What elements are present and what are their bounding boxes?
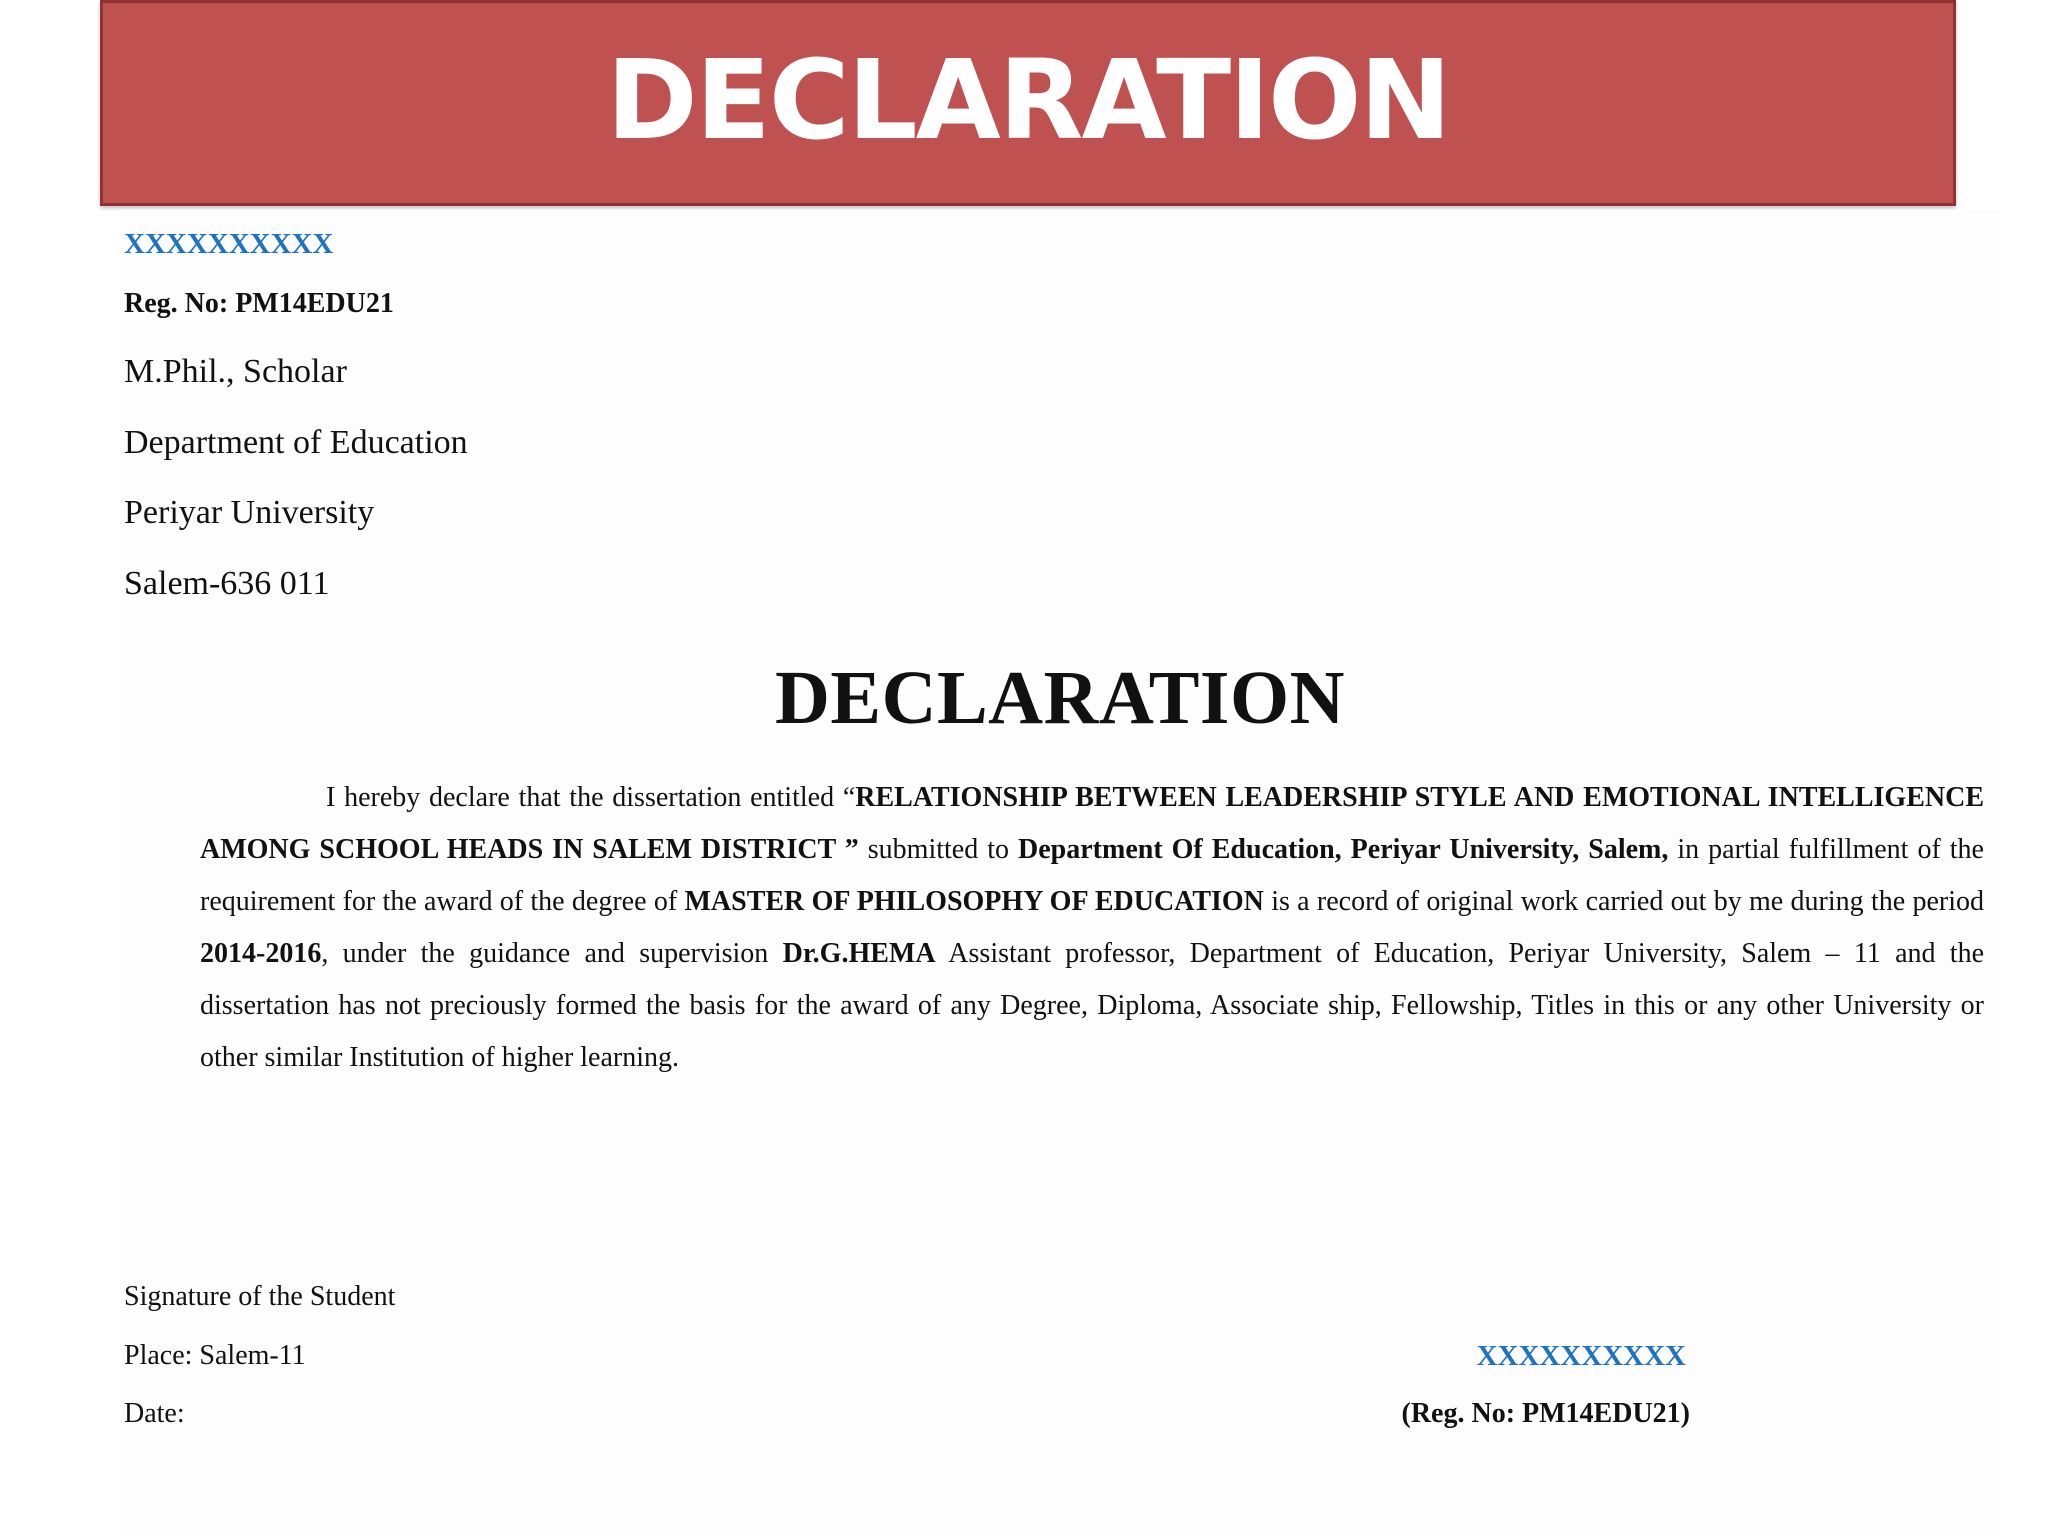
para-text-4: is a record of original work carried out by me during the period bbox=[1263, 886, 1985, 917]
date-line: Date: bbox=[124, 1398, 185, 1429]
para-text-5: , under the guidance and supervision bbox=[321, 938, 783, 969]
para-text-3: in partial fulfillment of the requirement for the award of the degree of bbox=[200, 834, 1984, 917]
address-line-degree: M.Phil., Scholar bbox=[124, 353, 347, 390]
address-line-university: Periyar University bbox=[124, 494, 375, 531]
para-text-6: Assistant professor, Department of Education, Periyar University, Salem – 11 and the dissertation has not preciously formed the basis for the award of any Degree, Diploma, Associate ship, Fellowship, Titles in this or any other University or other similar Institution of higher learning. bbox=[200, 938, 1984, 1073]
student-name: XXXXXXXXXX bbox=[124, 228, 334, 260]
signatory-name: XXXXXXXXXX bbox=[1476, 1340, 1686, 1372]
para-text-2: submitted to bbox=[858, 834, 1019, 865]
signatory-registration: (Reg. No: PM14EDU21) bbox=[1401, 1398, 1690, 1429]
quote-mark: “ bbox=[842, 782, 856, 813]
document-title: DECLARATION bbox=[775, 656, 1345, 740]
para-text-1: I hereby declare that the dissertation entitled bbox=[326, 782, 843, 813]
place-line: Place: Salem-11 bbox=[124, 1340, 306, 1371]
institution-name: Department Of Education, Periyar University, Salem, bbox=[1018, 834, 1669, 865]
registration-number: Reg. No: PM14EDU21 bbox=[124, 288, 394, 319]
guide-name: Dr.G.HEMA bbox=[782, 938, 936, 969]
degree-name: MASTER OF PHILOSOPHY OF EDUCATION bbox=[684, 886, 1264, 917]
title-banner bbox=[100, 0, 1956, 206]
address-line-department: Department of Education bbox=[124, 424, 468, 461]
signature-label: Signature of the Student bbox=[124, 1281, 396, 1312]
address-line-city: Salem-636 011 bbox=[124, 565, 330, 602]
declaration-paragraph bbox=[200, 772, 1984, 1084]
banner-title: DECLARATION bbox=[606, 36, 1450, 164]
study-period: 2014-2016 bbox=[200, 938, 322, 969]
thesis-title: RELATIONSHIP BETWEEN LEADERSHIP STYLE AND EMOTIONAL INTELLIGENCE AMONG SCHOOL HEADS IN SALEM DISTRICT ” bbox=[200, 782, 1984, 865]
